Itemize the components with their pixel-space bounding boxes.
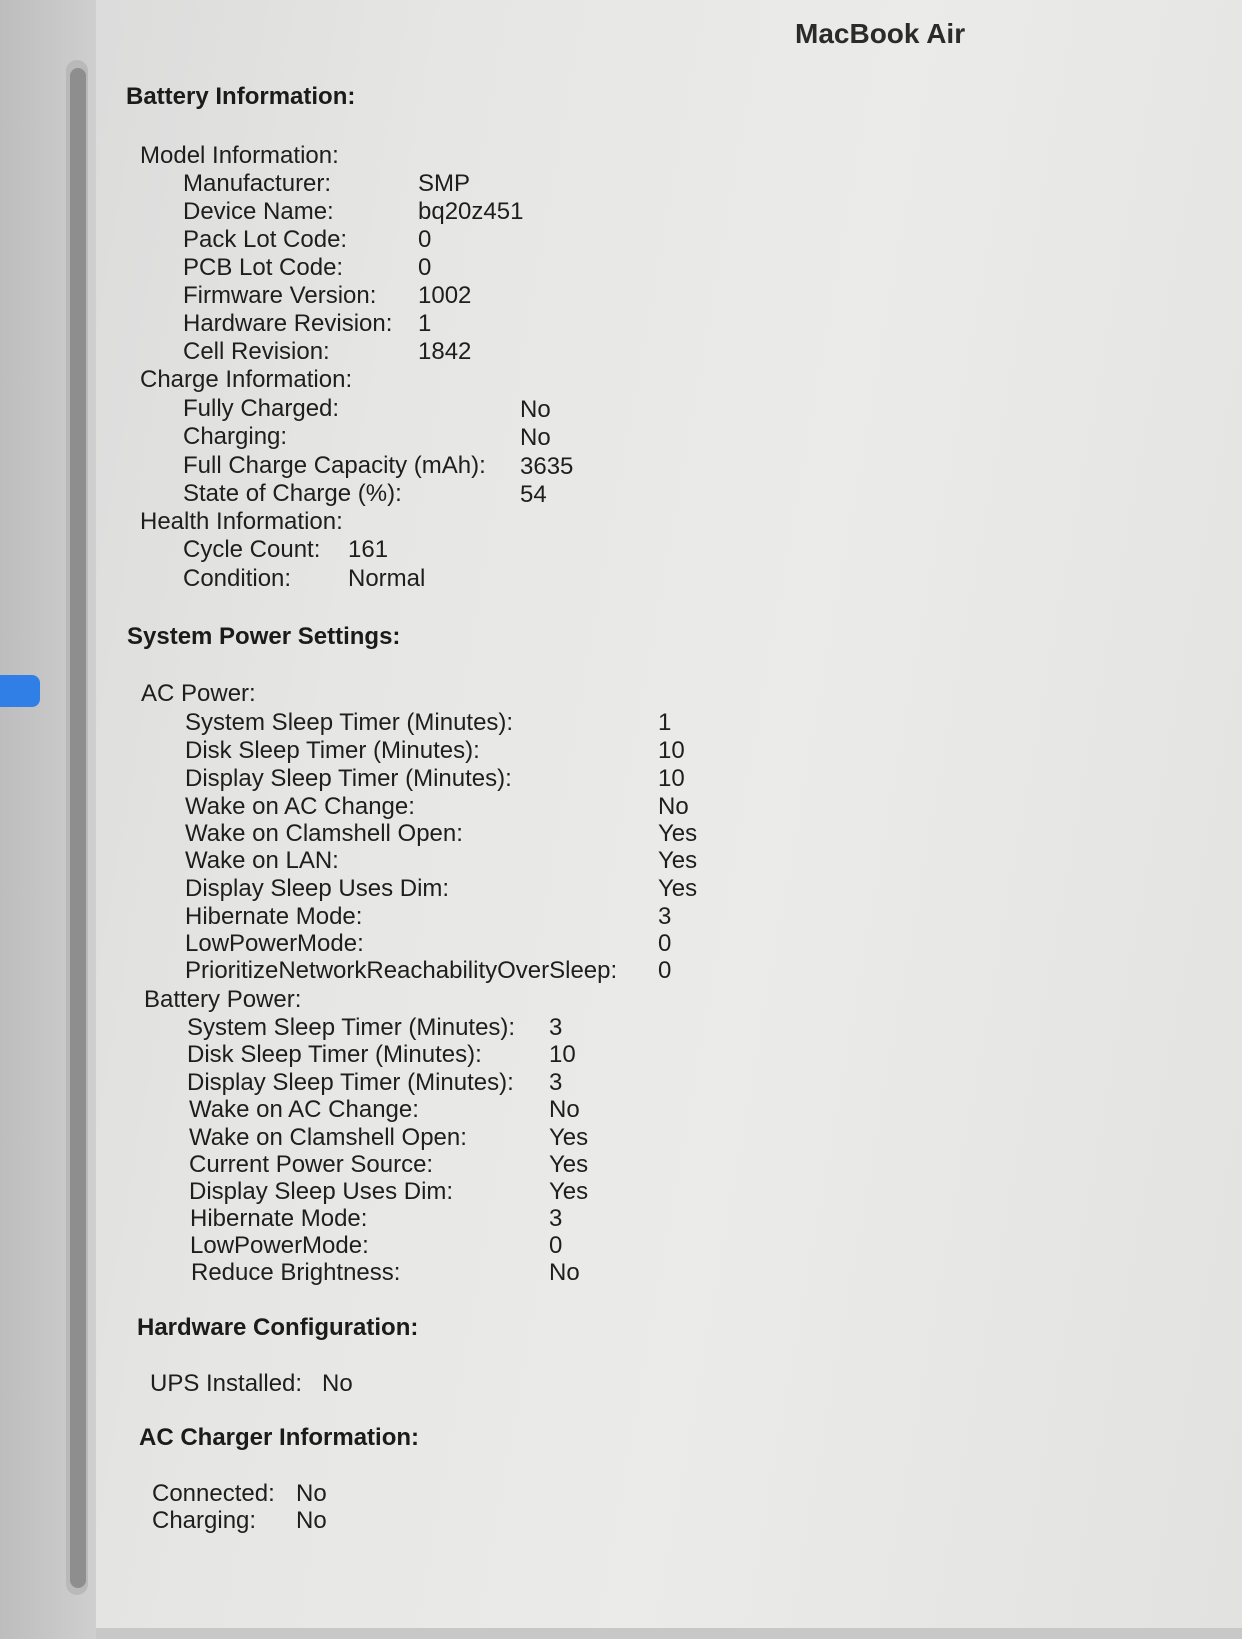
sidebar-selected-item[interactable] xyxy=(0,675,40,707)
batt-value-current-power-source: Yes xyxy=(549,1151,589,1178)
label-fully-charged: Fully Charged: xyxy=(183,395,340,422)
section-heading-battery-information: Battery Information: xyxy=(126,83,356,110)
batt-label-wake-on-clamshell-open: Wake on Clamshell Open: xyxy=(189,1124,467,1151)
ac-value-disk-sleep-timer: 10 xyxy=(658,737,685,764)
value-charger-charging: No xyxy=(296,1507,327,1534)
ac-value-wake-on-ac-change: No xyxy=(658,793,689,820)
label-device-name: Device Name: xyxy=(183,198,334,225)
window-bottom-edge xyxy=(96,1628,1242,1639)
ac-label-prioritize-network-reachability: PrioritizeNetworkReachabilityOverSleep: xyxy=(185,957,618,984)
value-charger-connected: No xyxy=(296,1480,327,1507)
ac-value-wake-on-lan: Yes xyxy=(658,847,698,874)
ac-label-wake-on-lan: Wake on LAN: xyxy=(185,847,339,874)
ac-label-wake-on-clamshell-open: Wake on Clamshell Open: xyxy=(185,820,463,847)
group-label-charge-information: Charge Information: xyxy=(140,366,353,393)
value-pack-lot-code: 0 xyxy=(418,226,432,253)
ac-value-prioritize-network-reachability: 0 xyxy=(658,957,672,984)
label-charger-connected: Connected: xyxy=(152,1480,275,1507)
label-firmware-version: Firmware Version: xyxy=(183,282,377,309)
batt-label-reduce-brightness: Reduce Brightness: xyxy=(191,1259,401,1286)
batt-value-wake-on-ac-change: No xyxy=(549,1096,580,1123)
value-ups-installed: No xyxy=(322,1370,353,1397)
batt-value-display-sleep-timer: 3 xyxy=(549,1069,563,1096)
section-heading-ac-charger-information: AC Charger Information: xyxy=(139,1424,420,1451)
value-condition: Normal xyxy=(348,565,426,592)
section-heading-system-power-settings: System Power Settings: xyxy=(127,623,401,650)
value-device-name: bq20z451 xyxy=(418,198,524,225)
batt-label-display-sleep-timer: Display Sleep Timer (Minutes): xyxy=(187,1069,514,1096)
ac-label-lowpowermode: LowPowerMode: xyxy=(185,930,364,957)
batt-label-disk-sleep-timer: Disk Sleep Timer (Minutes): xyxy=(187,1041,482,1068)
batt-value-lowpowermode: 0 xyxy=(549,1232,563,1259)
value-hardware-revision: 1 xyxy=(418,310,432,337)
label-charging: Charging: xyxy=(183,423,288,450)
label-pcb-lot-code: PCB Lot Code: xyxy=(183,254,344,281)
label-cell-revision: Cell Revision: xyxy=(183,338,330,365)
batt-label-wake-on-ac-change: Wake on AC Change: xyxy=(189,1096,419,1123)
value-charging: No xyxy=(520,424,551,451)
ac-value-wake-on-clamshell-open: Yes xyxy=(658,820,698,847)
label-state-of-charge: State of Charge (%): xyxy=(183,480,402,507)
ac-label-display-sleep-timer: Display Sleep Timer (Minutes): xyxy=(185,765,512,792)
label-manufacturer: Manufacturer: xyxy=(183,170,332,197)
ac-label-wake-on-ac-change: Wake on AC Change: xyxy=(185,793,415,820)
label-full-charge-capacity: Full Charge Capacity (mAh): xyxy=(183,452,486,479)
label-cycle-count: Cycle Count: xyxy=(183,536,321,563)
batt-label-hibernate-mode: Hibernate Mode: xyxy=(190,1205,368,1232)
group-label-health-information: Health Information: xyxy=(140,508,343,535)
value-firmware-version: 1002 xyxy=(418,282,472,309)
label-pack-lot-code: Pack Lot Code: xyxy=(183,226,348,253)
ac-value-display-sleep-timer: 10 xyxy=(658,765,685,792)
group-label-battery-power: Battery Power: xyxy=(144,986,302,1013)
batt-value-wake-on-clamshell-open: Yes xyxy=(549,1124,589,1151)
batt-value-system-sleep-timer: 3 xyxy=(549,1014,563,1041)
value-fully-charged: No xyxy=(520,396,551,423)
label-hardware-revision: Hardware Revision: xyxy=(183,310,393,337)
group-label-model-information: Model Information: xyxy=(140,142,339,169)
ac-label-disk-sleep-timer: Disk Sleep Timer (Minutes): xyxy=(185,737,480,764)
section-heading-hardware-configuration: Hardware Configuration: xyxy=(137,1314,419,1341)
scrollbar-thumb[interactable] xyxy=(70,68,86,1588)
ac-value-hibernate-mode: 3 xyxy=(658,903,672,930)
value-cycle-count: 161 xyxy=(348,536,389,563)
value-state-of-charge: 54 xyxy=(520,481,547,508)
label-ups-installed: UPS Installed: xyxy=(150,1370,303,1397)
ac-value-lowpowermode: 0 xyxy=(658,930,672,957)
batt-value-display-sleep-uses-dim: Yes xyxy=(549,1178,589,1205)
batt-label-display-sleep-uses-dim: Display Sleep Uses Dim: xyxy=(189,1178,454,1205)
ac-label-display-sleep-uses-dim: Display Sleep Uses Dim: xyxy=(185,875,450,902)
batt-value-hibernate-mode: 3 xyxy=(549,1205,563,1232)
ac-label-system-sleep-timer: System Sleep Timer (Minutes): xyxy=(185,709,514,736)
label-condition: Condition: xyxy=(183,565,292,592)
batt-label-system-sleep-timer: System Sleep Timer (Minutes): xyxy=(187,1014,516,1041)
group-label-ac-power: AC Power: xyxy=(141,680,256,707)
label-charger-charging: Charging: xyxy=(152,1507,257,1534)
ac-value-display-sleep-uses-dim: Yes xyxy=(658,875,698,902)
value-pcb-lot-code: 0 xyxy=(418,254,432,281)
batt-label-current-power-source: Current Power Source: xyxy=(189,1151,434,1178)
value-manufacturer: SMP xyxy=(418,170,471,197)
window-title: MacBook Air xyxy=(795,18,966,49)
batt-value-disk-sleep-timer: 10 xyxy=(549,1041,576,1068)
value-cell-revision: 1842 xyxy=(418,338,472,365)
ac-label-hibernate-mode: Hibernate Mode: xyxy=(185,903,363,930)
value-full-charge-capacity: 3635 xyxy=(520,453,574,480)
batt-label-lowpowermode: LowPowerMode: xyxy=(190,1232,369,1259)
batt-value-reduce-brightness: No xyxy=(549,1259,580,1286)
ac-value-system-sleep-timer: 1 xyxy=(658,709,672,736)
